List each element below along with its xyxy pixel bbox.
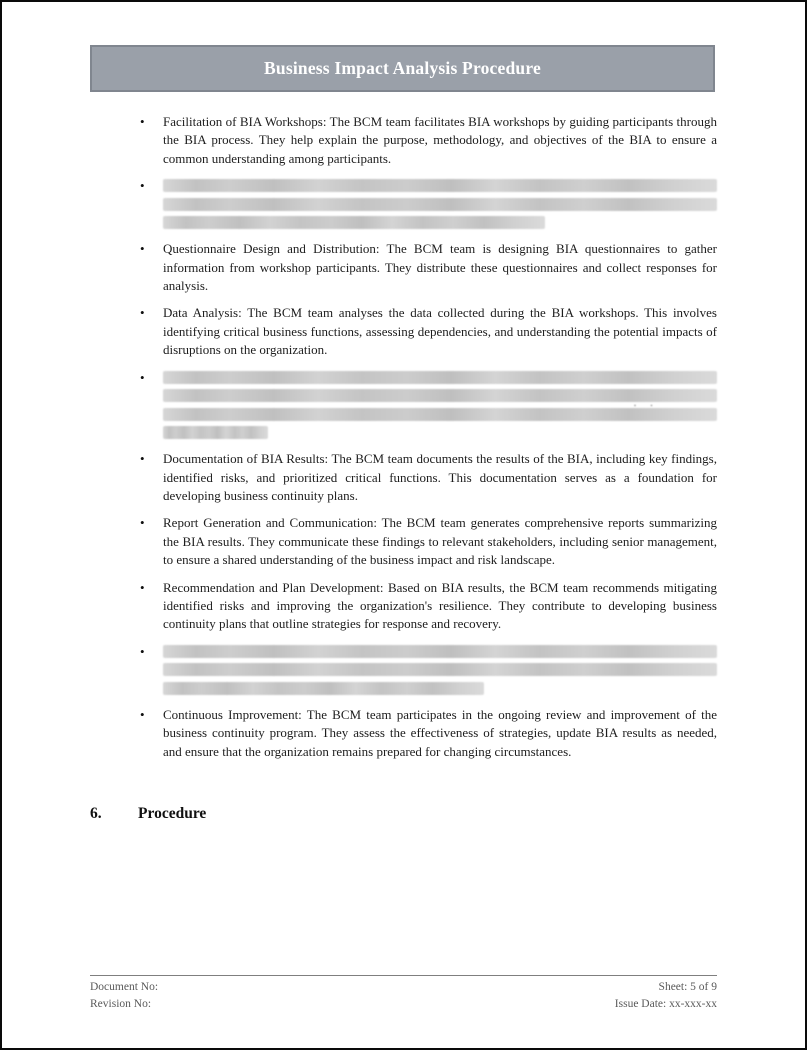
section-number: 6. [90, 805, 102, 823]
redacted-list-item [163, 369, 717, 442]
document-no-label: Document No: [90, 981, 159, 993]
list-item: • Documentation of BIA Results: The BCM team documents the results of the BIA, including key findings, identified risks, and prioritized critical functions. This documentation serves as a foundation for developing business continuity plans. [163, 450, 717, 505]
list-item: • Questionnaire Design and Distribution: The BCM team is designing BIA questionnaires to gather information from workshop participants. They distribute these questionnaires and collect responses for analysis. [163, 240, 717, 295]
redacted-text-bar [163, 645, 717, 658]
bullet-list [90, 113, 717, 761]
redacted-text-bar [163, 682, 484, 695]
list-item: • Data Analysis: The BCM team analyses the data collected during the BIA workshops. This involves identifying critical business functions, assessing dependencies, and understanding the potential impacts of disruptions on the organization. [163, 304, 717, 359]
list-item: • Recommendation and Plan Development: Based on BIA results, the BCM team recommends mitigating identified risks and improving the organization's resilience. They contribute to developing business continuity plans that outline strategies for response and recovery. [163, 579, 717, 634]
title-banner [90, 45, 715, 92]
list-item: • Report Generation and Communication: The BCM team generates comprehensive reports summarizing the BIA results. They communicate these findings to relevant stakeholders, including senior management, to ensure a shared understanding of the business impact and risk landscape. [163, 514, 717, 569]
redacted-text-bar [163, 426, 268, 439]
redaction-artifact: • . . [633, 398, 659, 409]
redacted-text-bar [163, 663, 717, 676]
section-heading [90, 805, 717, 823]
redacted-text-bar [163, 408, 717, 421]
revision-no-label: Revision No: [90, 998, 152, 1010]
page-content [90, 92, 717, 823]
list-item: • Facilitation of BIA Workshops: The BCM team facilitates BIA workshops by guiding participants through the BIA process. They help explain the purpose, methodology, and objectives of the BIA to ensure a common understanding among participants. [163, 113, 717, 168]
issue-date-label: Issue Date: xx-xxx-xx [614, 998, 717, 1010]
redacted-list-item [163, 177, 717, 231]
list-item: • Continuous Improvement: The BCM team participates in the ongoing review and improvement of the business continuity program. They assess the effectiveness of strategies, update BIA results as needed, and ensure that the organization remains prepared for changing circumstances. [163, 706, 717, 761]
page-footer [90, 975, 717, 1013]
footer-right [615, 979, 717, 1013]
section-title: Procedure [138, 805, 207, 823]
redacted-text-bar [163, 216, 545, 229]
redacted-text-bar [163, 198, 717, 211]
redacted-text-bar [163, 371, 717, 384]
document-title: Business Impact Analysis Procedure [264, 58, 541, 78]
footer-left [90, 979, 158, 1013]
sheet-label: Sheet: 5 of 9 [658, 981, 717, 993]
redacted-text-bar [163, 179, 717, 192]
redacted-text-bar [163, 389, 717, 409]
redacted-list-item [163, 643, 717, 697]
